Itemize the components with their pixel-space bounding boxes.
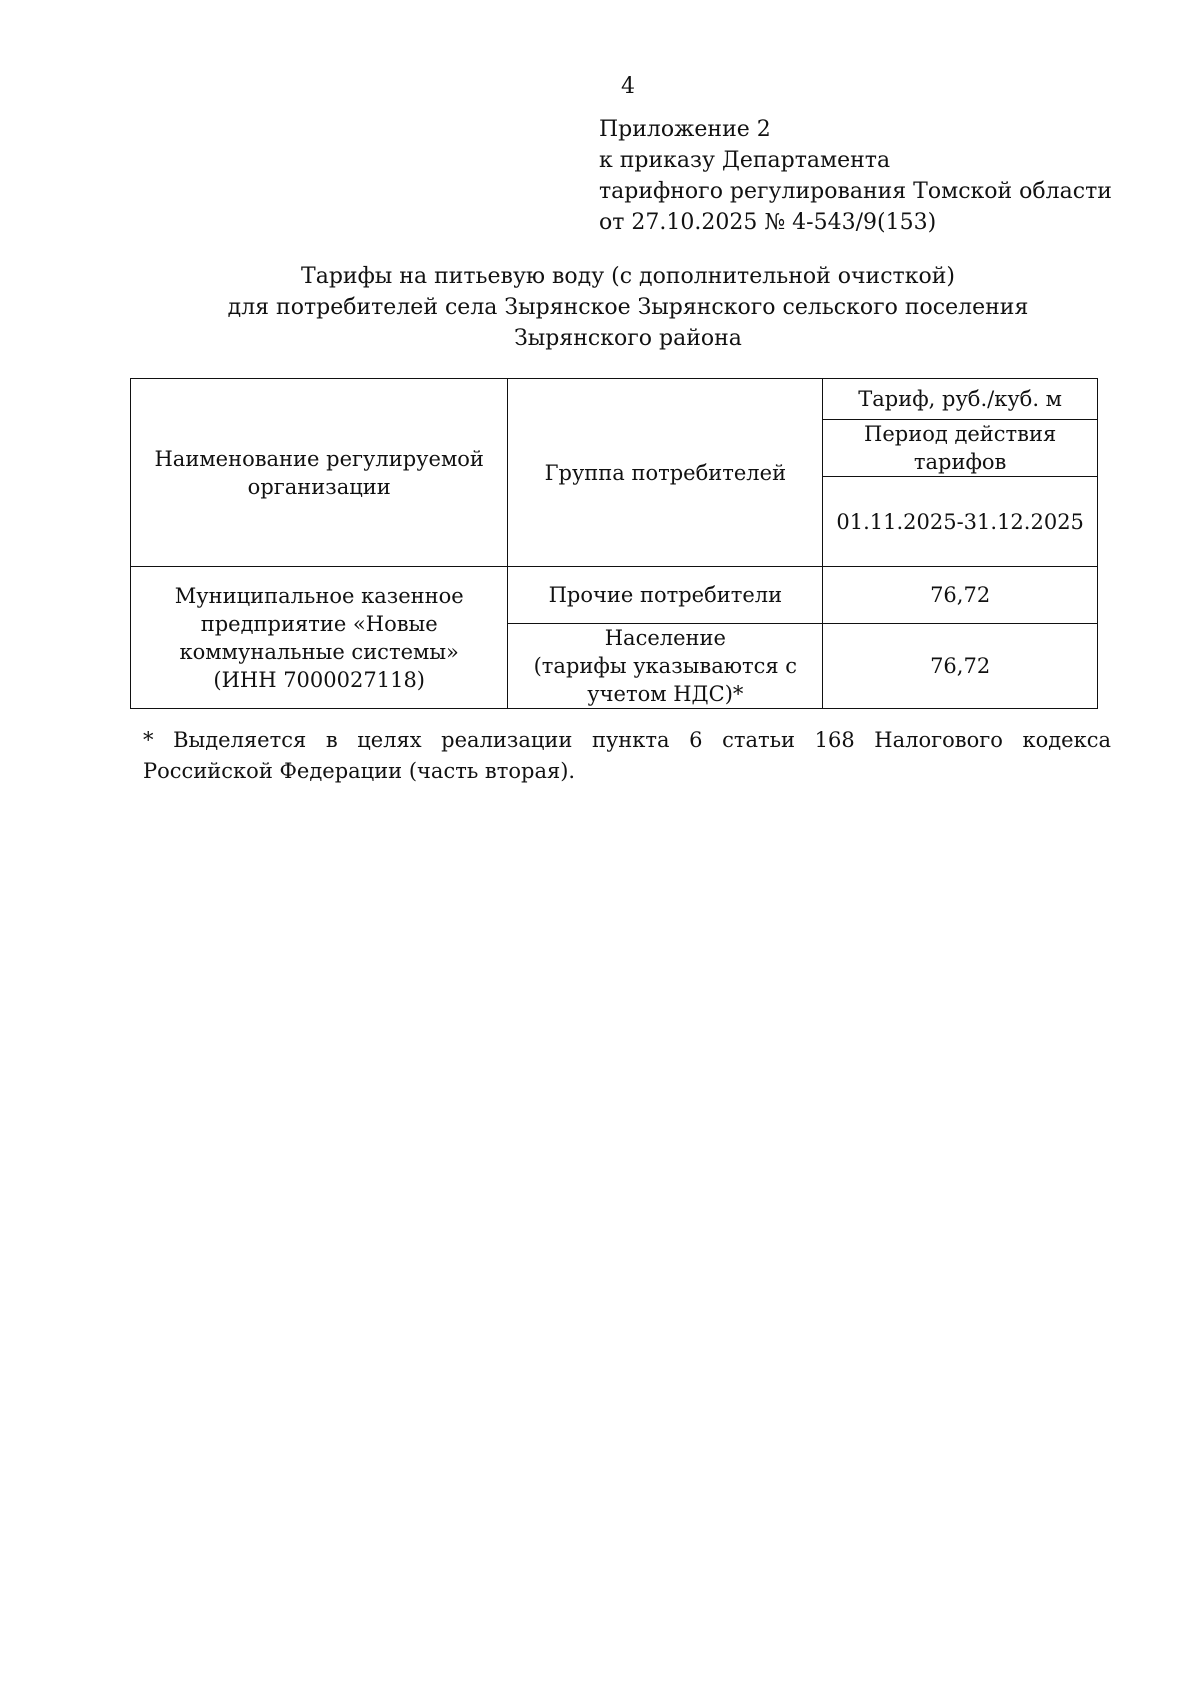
- consumer-group-line: Прочие потребители: [548, 583, 783, 607]
- appendix-block: [599, 114, 1112, 238]
- tariff-value-cell: 76,72: [823, 624, 1098, 709]
- organization-line: (ИНН 7000027118): [213, 667, 426, 692]
- organization-line: предприятие «Новые: [200, 611, 438, 636]
- page-number: 4: [621, 74, 635, 99]
- header-tariff: Тариф, руб./куб. м: [823, 379, 1098, 420]
- organization-cell: [131, 567, 508, 709]
- table-header-row: [131, 379, 1098, 420]
- organization-line: коммунальные системы»: [179, 639, 459, 664]
- organization-line: Муниципальное казенное: [174, 583, 464, 608]
- consumer-group-cell: [508, 624, 823, 709]
- table-row: [131, 567, 1098, 624]
- appendix-line: к приказу Департамента: [599, 148, 891, 173]
- tariff-table: [130, 378, 1098, 709]
- tariff-value-cell: 76,72: [823, 567, 1098, 624]
- footnote: * Выделяется в целях реализации пункта 6 статьи 168 Налогового кодекса Российской Федерации (часть вторая).: [143, 728, 1111, 783]
- header-period: 01.11.2025-31.12.2025: [823, 477, 1098, 567]
- header-organization: Наименование регулируемой организации: [131, 379, 508, 567]
- appendix-line: Приложение 2: [599, 117, 771, 142]
- header-consumer-group: Группа потребителей: [508, 379, 823, 567]
- title-line: для потребителей села Зырянское Зырянского сельского поселения: [227, 295, 1029, 320]
- title-line: Зырянского района: [514, 326, 742, 351]
- consumer-group-cell: [508, 567, 823, 624]
- header-period-label: Период действия тарифов: [823, 420, 1098, 477]
- title-line: Тарифы на питьевую воду (с дополнительной очисткой): [301, 264, 955, 289]
- appendix-line: тарифного регулирования Томской области: [599, 179, 1112, 204]
- consumer-group-line: Население: [604, 626, 726, 650]
- consumer-group-line: учетом НДС)*: [587, 682, 744, 706]
- appendix-line: от 27.10.2025 № 4-543/9(153): [599, 210, 937, 235]
- consumer-group-line: (тарифы указываются с: [533, 654, 798, 678]
- document-title: [133, 261, 1123, 354]
